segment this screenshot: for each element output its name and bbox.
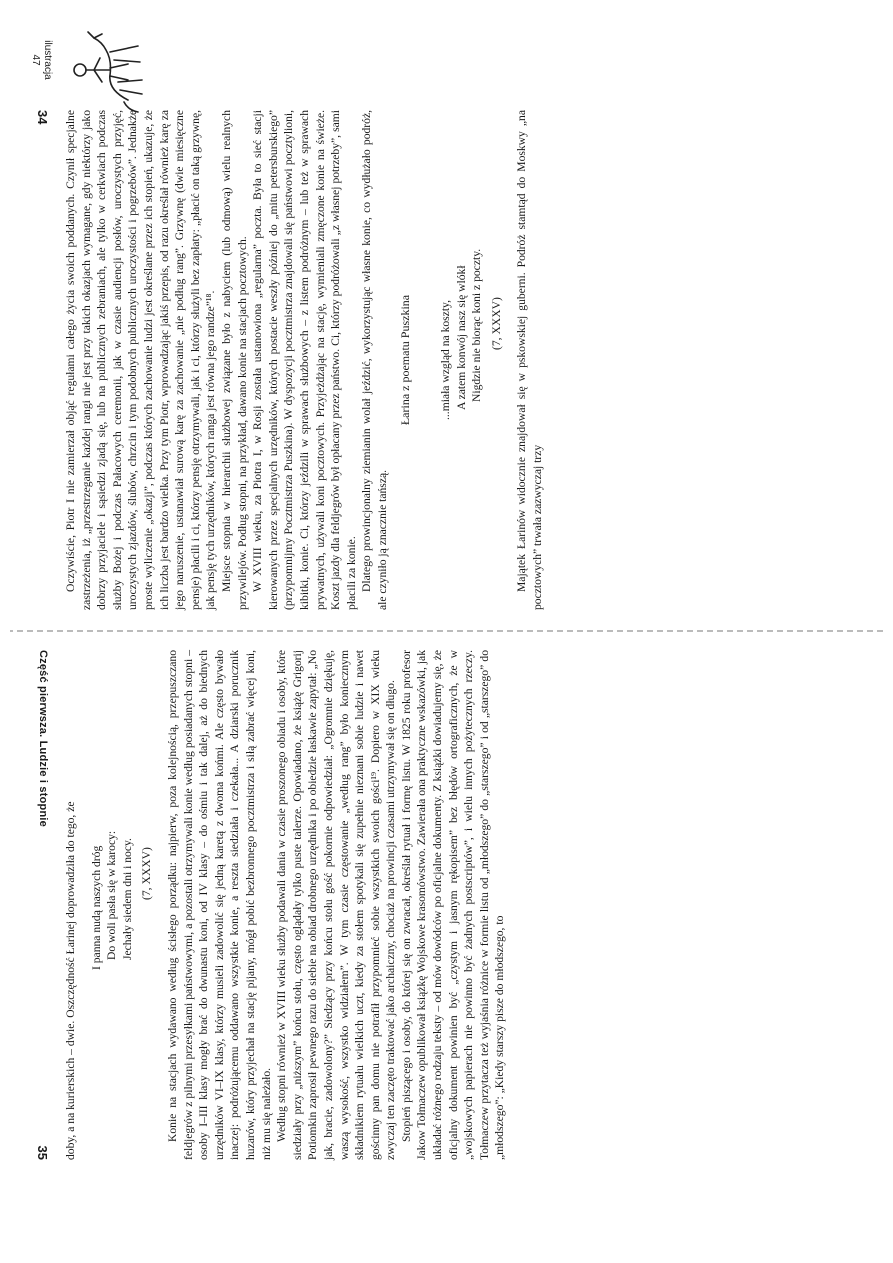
- poem-quote: [438, 110, 504, 420]
- poem-line: A zatem konwój nasz się wlókł: [454, 265, 468, 410]
- poem-line: Nigdzie nie biorąc koni z poczty.: [470, 248, 484, 402]
- left-page-number: 34: [35, 110, 51, 125]
- paragraph: Dlatego prowincjonalny ziemianin wolał jeździć, wykorzystując własne konie, co wydłużało podróż, ale czyniło ją znacznie tańszą.: [360, 110, 389, 610]
- illustration-caption-label: ilustracja: [42, 40, 53, 80]
- poem-source: (7, XXXV): [489, 297, 503, 350]
- poem-source: (7, XXXV): [140, 847, 154, 900]
- man-with-horse-icon: [58, 20, 158, 120]
- poem-line: I panna nudą naszych dróg: [89, 845, 103, 970]
- right-page-header: [28, 650, 58, 1160]
- paragraph: Miejsce stopnia w hierarchii służbowej związane było z nabyciem (lub odmową) wielu realnych przywilejów. Podług stopni, na przykład, dawano konie na stacjach pocztowych.: [219, 110, 249, 610]
- paragraph: Konie na stacjach wydawano według ścisłego porządku: najpierw, poza kolejnością, przepuszczano feldjegrów z pilnymi przesyłkami państwowymi, a pozostali otrzymywali konie według posiadanych stopni – osoby I–III klasy mogły brać do dwunastu koni, od IV klasy – do ośmiu i tak dalej, aż do biednych urzędników VI–IX klasy, którzy musieli zadowolić się jedną karetą z dwoma końmi. Ale często bywało inaczej: podróżującemu oddawano wszystkie konie, a reszta siedziała i czekała... A dziarski porucznik huzarów, który przyjechał na stację pijany, mógł pobić bezbronnego pocztmistrza i siłą zabrać więcej koni, niż mu się należało.: [165, 650, 273, 1160]
- right-page-text: [63, 650, 853, 1160]
- paragraph: Oczywiście, Piotr I nie zamierzał objąć regułami całego życia swoich poddanych. Czynił specjalne zastrzeżenia, iż „przestrzeganie każdej rangi nie jest przy takich okazjach wymagane, gdy niektórzy jako dobrzy przyjaciele i sąsiedzi zjadą się, lub na publicznych zebraniach, ale tylko w cerkwiach podczas służby Bożej i podczas Pałacowych ceremonii, jak w czasie audiencji posłów, uroczystych przyjęć, uroczystych zjazdów, ślubów, chrzcin i tym podobnych publicznych uroczystości i pogrzebów”. Jednakże proste wyliczenie „okazji”, podczas których zachowanie ludzi jest określane przez ich stopień, ukazuje, że ich liczba jest bardzo wielka. Przy tym Piotr, wprowadzając jakiś przepis, od razu określał również karę za jego naruszenie, ustanawiał surową karę za zachowanie „nie podług rang”. Grzywnę (dwie miesięczne pensje) płacili i ci, którzy pensję otrzymywali, jak i ci, którzy służyli bez zapłaty: „płacić on taką grzywnę, jak pensję tych urzędników, których ranga jest równa jego randze”¹⁸.: [64, 110, 218, 610]
- left-page-text: [63, 110, 853, 610]
- paragraph: Stopień piszącego i osoby, do której się on zwracał, określał rytuał i formę listu. W 1825 roku profesor Jakow Tołmaczew opublikował książkę Wojskowe krasomówstwo. Zawierała ona praktyczne wskazówki, jak układać różnego rodzaju teksty – od mów dowódców po oficjalne dokumenty. Z książki dowiadujemy się, że oficjalny dokument powinien być „czystym i jasnym rękopisem” bez błędów ortograficznych, że w „wojskowych papierach nie powinno być żadnych postscriptów”, i wielu innych pożytecznych rzeczy. Tołmaczew przytacza też wyjaśnia różnice w formie listu od „młodszego” do „starszego” i od „starszego” do „młodszego”: „Kiedy starszy pisze do młodszego, to: [399, 650, 507, 1160]
- paragraph: W XVIII wieku, za Piotra I, w Rosji została ustanowiona „regularna” poczta. Była to sieć stacji kierowanych przez specjalnych urzędników, których postacie weszły później do „mitu petersburskiego” (przypomnijmy Pocztmistrza Puszkina). W dyspozycji pocztmistrza znajdowali się państwowi pocztylioni, kibitki, konie. Ci, którzy jeździli w sprawach służbowych – z listem podróżnym – lub też w sprawach prywatnych, używali koni pocztowych. Przyjeżdżając na stację, wymieniali zmęczone konie na świeże. Koszt jazdy dla feldjegrów był opłacany przez państwo. Ci, którzy podróżowali „z własnej potrzeby”, sami płacili za konie.: [251, 110, 358, 610]
- paragraph: doby, a na kurierskich – dwie. Oszczędność Łarinej doprowadziła do tego, że: [64, 801, 77, 1160]
- poem-line: Jechały siedem dni i nocy.: [120, 838, 134, 960]
- poem-line: Do woli pasła się w karocy:: [105, 830, 119, 960]
- running-head: Część pierwsza. Ludzie i stopnie: [37, 650, 49, 827]
- poem-line: ...miała wzgląd na koszty,: [439, 300, 453, 420]
- section-subheading: Łarina z poematu Puszkina: [398, 294, 413, 426]
- illustration-caption-number: 47: [30, 54, 41, 66]
- page-fold-divider: [10, 630, 883, 632]
- left-page-header: [28, 110, 58, 610]
- illustration-caption: [29, 40, 53, 80]
- paragraph: Majątek Łarinów widocznie znajdował się w pskowskiej guberni. Podróż stamtąd do Moskwy „na pocztowych” trwała zazwyczaj trzy: [515, 110, 545, 610]
- poem-quote: [89, 650, 155, 970]
- right-page-number: 35: [35, 1145, 51, 1160]
- illustration-svg: [58, 20, 158, 120]
- paragraph: Według stopni również w XVIII wieku służby podawali dania w czasie proszonego obiadu i osoby, które siedziały przy „niższym” końcu stołu, często oglądały tylko puste talerze. Opowiadano, że książę Grigorij Potiomkin zaprosił pewnego razu do siebie na obiad drobnego urzędnika i po obiedzie łaskawie zapytał: „No jak, bracie, zadowolony?” Siedzący przy końcu stołu gość pokornie odpowiedział: „Ogromnie dziękuję, waszą wysokość, wszystko widziałem”. W tym czasie częstowanie „według rang” było koniecznym składnikiem rytuału wielkich uczt, kiedy za stołem spotykali się zupełnie nieznani sobie ludzie i nawet gościnny pan domu nie potrafił przypomnieć sobie wszystkich swoich gości¹⁹. Dopiero w XIX wieku zwyczaj ten zaczęto traktować jako archaiczny, chociaż na prowincji czasami utrzymywał się on długo.: [275, 650, 398, 1160]
